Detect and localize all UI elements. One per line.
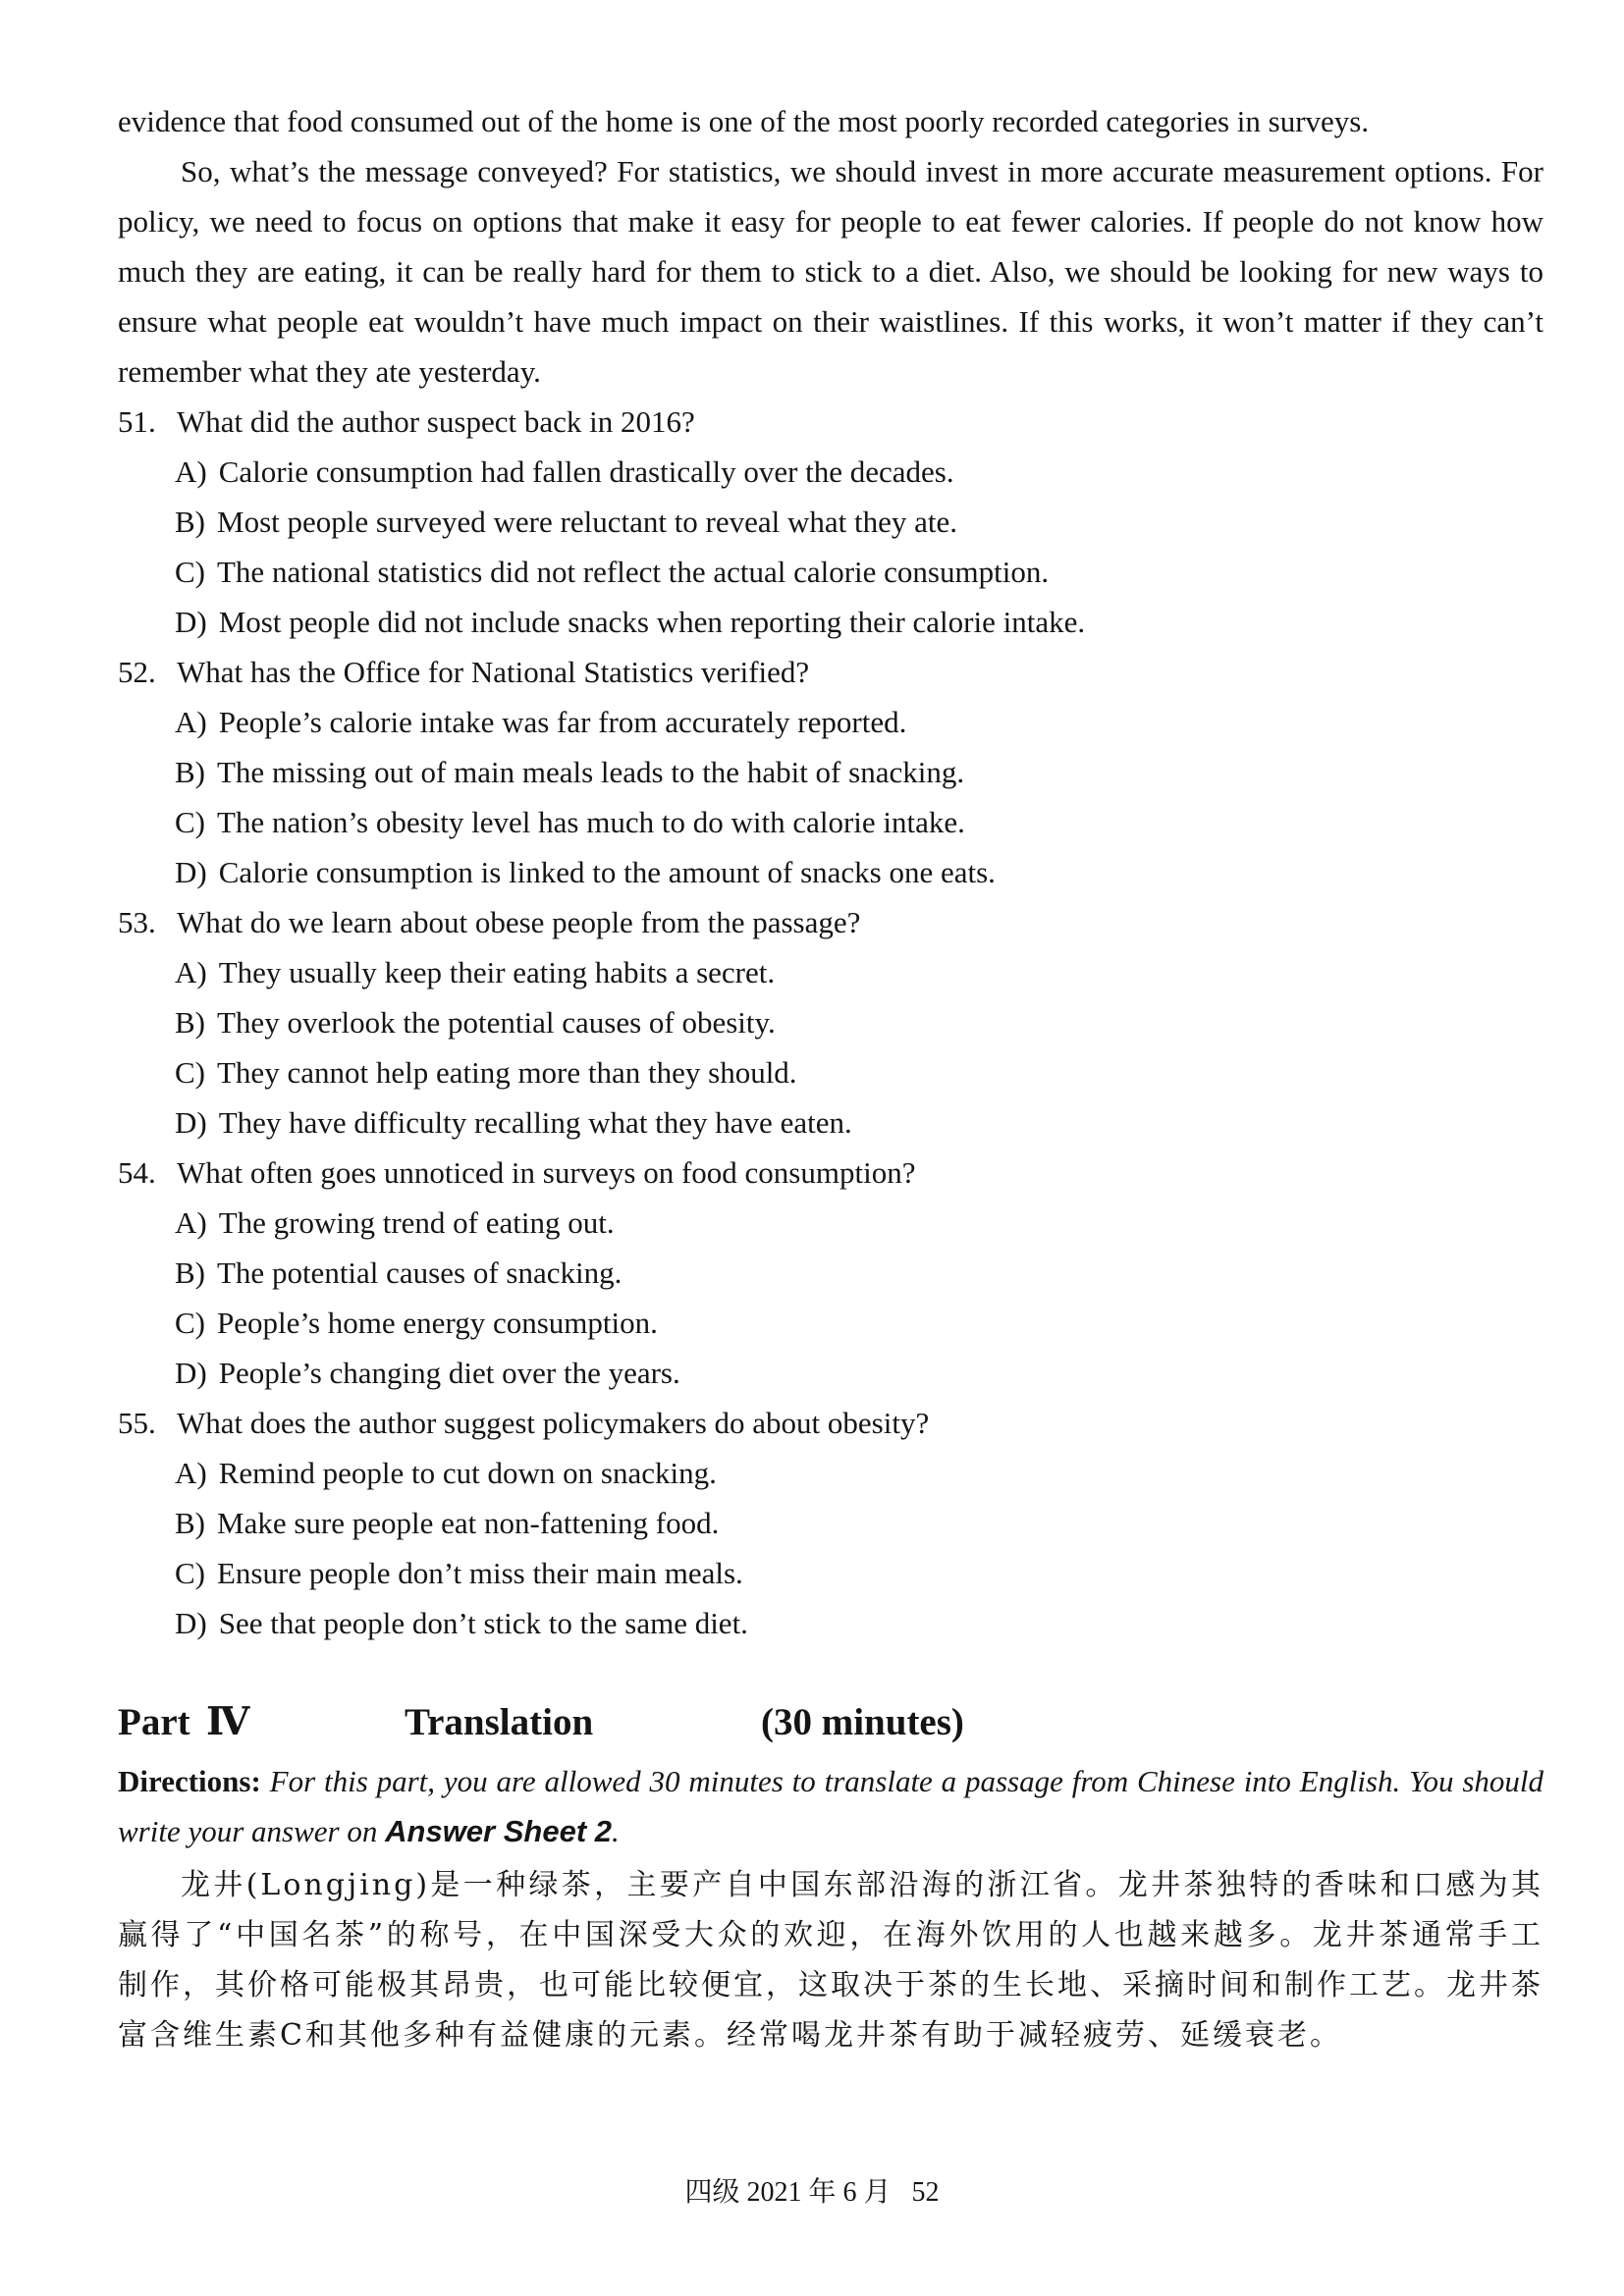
page-content	[118, 96, 1543, 2060]
option-c	[118, 1047, 1543, 1097]
option-text: They usually keep their eating habits a secret.	[218, 955, 776, 989]
question-text: What has the Office for National Statistics verified?	[177, 655, 810, 689]
option-letter: B)	[175, 1005, 205, 1040]
question-text: What did the author suspect back in 2016?	[177, 404, 695, 439]
option-letter: C)	[175, 555, 205, 589]
directions	[118, 1756, 1543, 1856]
option-letter: D)	[175, 1606, 207, 1640]
option-d	[118, 597, 1543, 647]
question-number: 53.	[118, 905, 156, 939]
directions-text: For this part, you are allowed 30 minutes to translate a passage from Chinese into English. You should write your answer on	[118, 1764, 1543, 1848]
question-stem	[118, 1148, 1543, 1198]
question-number: 54.	[118, 1155, 156, 1190]
option-letter: B)	[175, 755, 205, 789]
question-stem	[118, 647, 1543, 697]
option-b	[118, 1498, 1543, 1548]
option-text: Most people surveyed were reluctant to reveal what they ate.	[217, 505, 958, 539]
option-letter: D)	[175, 1105, 207, 1140]
question-stem	[118, 397, 1543, 447]
option-letter: C)	[175, 1055, 205, 1090]
option-text: People’s home energy consumption.	[217, 1306, 658, 1340]
option-text: The missing out of main meals leads to the habit of snacking.	[217, 755, 965, 789]
questions-list	[118, 397, 1543, 1648]
part-time-limit: (30 minutes)	[761, 1701, 964, 1743]
page-number: 52	[911, 2177, 940, 2208]
option-text: See that people don’t stick to the same diet.	[218, 1606, 748, 1640]
question-number: 51.	[118, 404, 156, 439]
question-text: What does the author suggest policymakers do about obesity?	[177, 1406, 930, 1440]
option-text: People’s calorie intake was far from accurately reported.	[218, 705, 907, 739]
option-text: The national statistics did not reflect the actual calorie consumption.	[217, 555, 1050, 589]
question-stem	[118, 1398, 1543, 1448]
question-52	[118, 647, 1543, 897]
option-d	[118, 1348, 1543, 1398]
option-letter: A)	[175, 1456, 207, 1490]
option-a	[118, 1448, 1543, 1498]
answer-sheet-reference: Answer Sheet 2	[385, 1814, 612, 1848]
option-c	[118, 547, 1543, 597]
question-54	[118, 1148, 1543, 1398]
option-text: The growing trend of eating out.	[218, 1205, 615, 1240]
option-b	[118, 747, 1543, 797]
option-d	[118, 847, 1543, 897]
option-letter: A)	[175, 705, 207, 739]
question-stem	[118, 897, 1543, 947]
option-text: The potential causes of snacking.	[217, 1255, 623, 1290]
option-a	[118, 447, 1543, 497]
option-letter: D)	[175, 1356, 207, 1390]
option-c	[118, 797, 1543, 847]
option-b	[118, 497, 1543, 547]
option-a	[118, 947, 1543, 997]
option-letter: B)	[175, 1506, 205, 1540]
question-text: What often goes unnoticed in surveys on food consumption?	[177, 1155, 916, 1190]
option-text: They overlook the potential causes of obesity.	[217, 1005, 776, 1040]
option-letter: D)	[175, 855, 207, 889]
part-label: Part	[118, 1701, 190, 1743]
option-text: Ensure people don’t miss their main meals.	[217, 1556, 743, 1590]
option-b	[118, 997, 1543, 1047]
option-c	[118, 1548, 1543, 1598]
option-c	[118, 1298, 1543, 1348]
part-numeral: Ⅳ	[206, 1701, 250, 1743]
option-text: Most people did not include snacks when reporting their calorie intake.	[218, 605, 1086, 639]
option-text: Calorie consumption is linked to the amount of snacks one eats.	[218, 855, 996, 889]
option-text: They cannot help eating more than they should.	[217, 1055, 797, 1090]
part-heading	[118, 1695, 1543, 1750]
option-text: Make sure people eat non-fattening food.	[217, 1506, 720, 1540]
question-text: What do we learn about obese people from the passage?	[177, 905, 861, 939]
question-53	[118, 897, 1543, 1148]
option-a	[118, 697, 1543, 747]
question-55	[118, 1398, 1543, 1648]
option-a	[118, 1198, 1543, 1248]
option-text: People’s changing diet over the years.	[218, 1356, 680, 1390]
option-d	[118, 1598, 1543, 1648]
option-text: They have difficulty recalling what they have eaten.	[218, 1105, 852, 1140]
footer-exam-label: 四级 2021 年 6 月	[684, 2177, 892, 2208]
question-number: 55.	[118, 1406, 156, 1440]
option-text: Remind people to cut down on snacking.	[218, 1456, 717, 1490]
option-letter: D)	[175, 605, 207, 639]
page-footer	[0, 2173, 1624, 2213]
option-letter: C)	[175, 805, 205, 839]
option-text: Calorie consumption had fallen drastically over the decades.	[218, 454, 954, 489]
directions-label: Directions:	[118, 1764, 261, 1798]
option-text: The nation’s obesity level has much to do with calorie intake.	[217, 805, 965, 839]
question-number: 52.	[118, 655, 156, 689]
option-letter: A)	[175, 955, 207, 989]
option-letter: A)	[175, 1205, 207, 1240]
part-title: Translation	[405, 1701, 594, 1743]
directions-end: .	[612, 1814, 620, 1848]
option-letter: A)	[175, 454, 207, 489]
option-d	[118, 1097, 1543, 1148]
passage-paragraph: So, what’s the message conveyed? For statistics, we should invest in more accurate measurement options. For policy, we need to focus on options that make it easy for people to eat fewer calories. If people do not know how much they are eating, it can be really hard for them to stick to a diet. Also, we should be looking for new ways to ensure what people eat wouldn’t have much impact on their waistlines. If this works, it won’t matter if they can’t remember what they ate yesterday.	[118, 154, 1543, 389]
question-51	[118, 397, 1543, 647]
translation-passage: 龙井(Longjing)是一种绿茶，主要产自中国东部沿海的浙江省。龙井茶独特的香味和口感为其赢得了“中国名茶”的称号，在中国深受大众的欢迎，在海外饮用的人也越来越多。龙井茶通常手工制作，其价格可能极其昂贵，也可能比较便宜，这取决于茶的生长地、采摘时间和制作工艺。龙井茶富含维生素C和其他多种有益健康的元素。经常喝龙井茶有助于减轻疲劳、延缓衰老。	[118, 1868, 1543, 2053]
passage-paragraph: evidence that food consumed out of the home is one of the most poorly recorded categories in surveys.	[118, 104, 1370, 138]
option-letter: B)	[175, 1255, 205, 1290]
option-letter: C)	[175, 1306, 205, 1340]
option-letter: B)	[175, 505, 205, 539]
option-letter: C)	[175, 1556, 205, 1590]
option-b	[118, 1248, 1543, 1298]
